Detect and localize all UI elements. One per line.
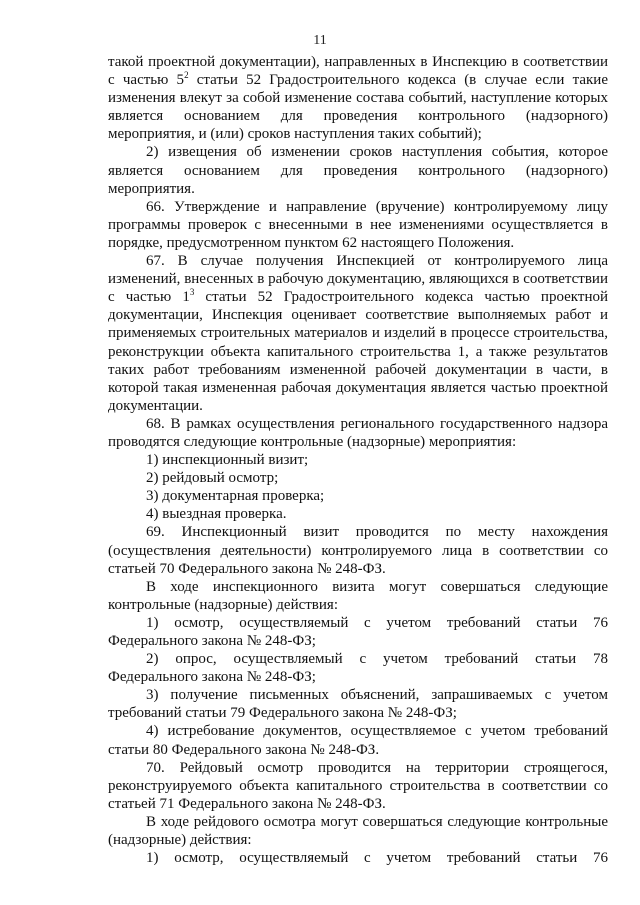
list-item: 2) рейдовый осмотр; — [146, 470, 279, 487]
list-item: 4) истребование документов, осуществляемое с учетом требований статьи 80 Федерального закона № 248-ФЗ. — [108, 723, 608, 758]
superscript: 2 — [184, 70, 189, 81]
paragraph-67: 67. В случае получения Инспекцией от контролируемого лица изменений, внесенных в рабочую документацию, являющихся в соответствии с частью $1^3$ статьи 52 Градостроительного кодекса частью проектной документации, Инспекция оценивает соответствие выполняемых работ и применяемых строительных материалов и изделий в процессе строительства, реконструкции объекта капитального строительства 1, а также результатов таких работ требованиям измененной рабочей документации в части, в которой такая измененная рабочая документация является частью проектной документации. — [108, 253, 608, 414]
list-item: 1) осмотр, осуществляемый с учетом требований статьи 76 Федерального закона № 248-ФЗ; — [108, 614, 608, 649]
paragraph-68: 68. В рамках осуществления регионального государственного надзора проводятся следующие контрольные (надзорные) мероприятия: — [108, 415, 608, 450]
paragraph-continuation: такой проектной документации), направленных в Инспекцию в соответствии с частью $5^2$ статьи 52 Градостроительного кодекса (в случае если такие изменения влекут за собой изменение состава событий, наступление которых является основанием для проведения контрольного (надзорного) мероприятия, и (или) сроков наступления таких событий); — [108, 54, 608, 143]
paragraph-text: В ходе инспекционного визита могут совершаться следующие контрольные (надзорные) действия: — [108, 578, 608, 613]
list-item: 2) опрос, осуществляемый с учетом требований статьи 78 Федерального закона № 248-ФЗ; — [108, 651, 608, 686]
paragraph-69: 69. Инспекционный визит проводится по месту нахождения (осуществления деятельности) контролируемого лица в соответствии со статьей 70 Федерального закона № 248-ФЗ. — [108, 524, 608, 577]
list-item: 3) документарная проверка; — [146, 488, 325, 505]
paragraph-70: 70. Рейдовый осмотр проводится на территории строящегося, реконструируемого объекта капитального строительства в соответствии со статьей 71 Федерального закона № 248-ФЗ. — [108, 759, 608, 812]
list-item: 1) осмотр, осуществляемый с учетом требований статьи 76 — [146, 850, 608, 867]
list-item: 4) выездная проверка. — [146, 506, 287, 523]
paragraph-text: В ходе рейдового осмотра могут совершаться следующие контрольные (надзорные) действия: — [108, 813, 608, 849]
superscript: 3 — [189, 287, 195, 298]
list-item: 2) извещения об изменении сроков наступления события, которое является основанием для проведения контрольного (надзорного) мероприятия. — [108, 144, 608, 197]
paragraph-66: 66. Утверждение и направление (вручение) контролируемому лицу программы проверок с внесенными в нее изменениями осуществляется в порядке, предусмотренном пунктом 62 настоящего Положения. — [108, 198, 608, 251]
list-item: 3) получение письменных объяснений, запрашиваемых с учетом требований статьи 79 Федерального закона № 248-ФЗ; — [108, 687, 608, 722]
document-body — [108, 53, 608, 867]
list-item: 1) инспекционный визит; — [146, 452, 309, 469]
page-number: 11 — [313, 33, 327, 48]
